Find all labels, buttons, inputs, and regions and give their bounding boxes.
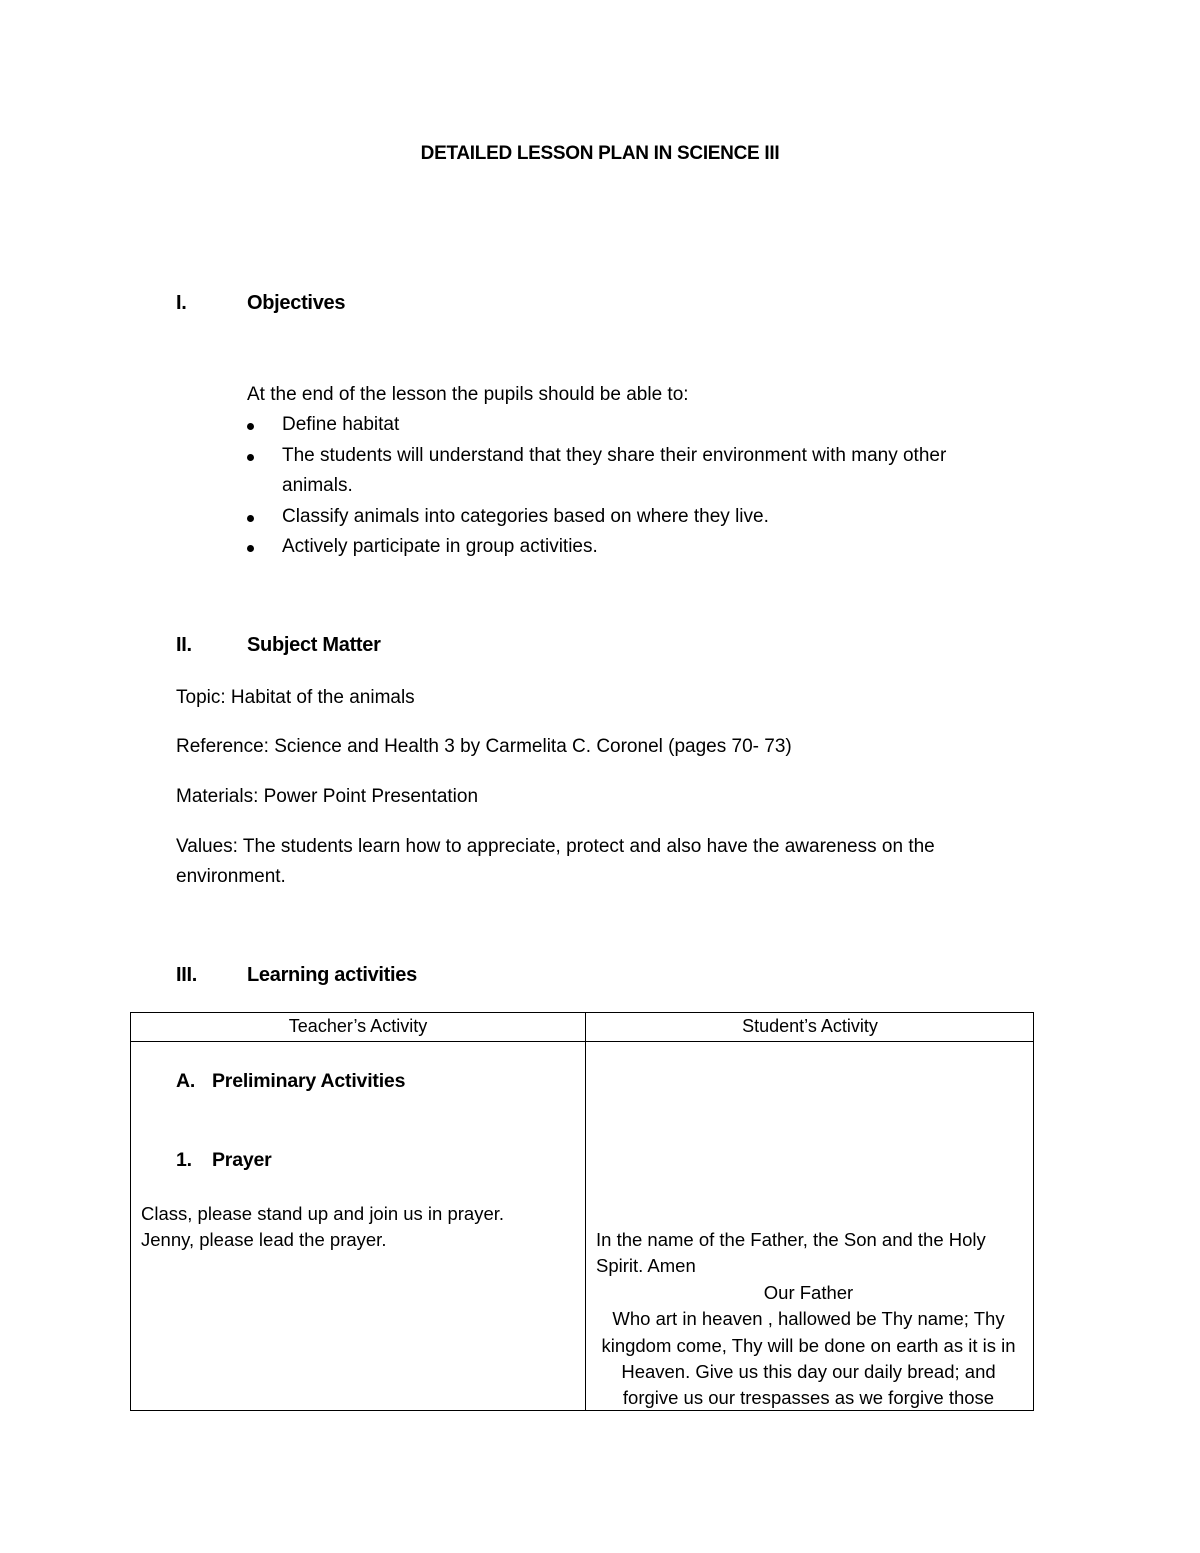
objectives-list [247, 410, 1007, 563]
student-prayer-text: Who art in heaven , hallowed be Thy name; Thy kingdom come, Thy will be done on earth as it is in Heaven. Give us this day our daily bread; and forgive us our trespasses as we forgive those [601, 1308, 1016, 1409]
list-item: Define habitat [247, 410, 1007, 441]
preliminary-activities-heading [176, 1070, 405, 1093]
list-item: Actively participate in group activities. [247, 532, 1007, 563]
section-subject-matter-heading [176, 634, 381, 657]
section-objectives-heading [176, 292, 345, 315]
prayer-heading [176, 1149, 272, 1172]
column-divider [585, 1013, 586, 1410]
sub-number: 1. [176, 1149, 192, 1171]
list-item: The students will understand that they share their environment with many other animals. [247, 441, 1007, 502]
teacher-line: Jenny, please lead the prayer. [141, 1229, 387, 1250]
objectives-intro: At the end of the lesson the pupils should be able to: [247, 384, 689, 405]
materials-line: Materials: Power Point Presentation [176, 786, 479, 807]
values-paragraph: Values: The students learn how to appreciate, protect and also have the awareness on the environment. [176, 836, 935, 887]
section-number: II. [176, 634, 192, 656]
sub-title: Prayer [212, 1149, 272, 1171]
section-title: Learning activities [247, 964, 417, 986]
section-number: I. [176, 292, 187, 314]
sub-number: A. [176, 1070, 196, 1092]
list-item: Classify animals into categories based on where they live. [247, 502, 1007, 533]
teacher-activity-header: Teacher’s Activity [288, 1016, 428, 1036]
student-prayer-title: Our Father [763, 1281, 854, 1303]
section-number: III. [176, 964, 198, 986]
student-prayer-block [596, 1227, 1021, 1412]
reference-line: Reference: Science and Health 3 by Carmelita C. Coronel (pages 70- 73) [176, 736, 792, 757]
page-title: DETAILED LESSON PLAN IN SCIENCE III [420, 143, 780, 164]
student-activity-header: Student’s Activity [742, 1016, 878, 1036]
teacher-line: Class, please stand up and join us in prayer. [141, 1203, 505, 1224]
student-opening: In the name of the Father, the Son and the Holy Spirit. Amen [596, 1229, 986, 1277]
section-title: Objectives [247, 292, 346, 314]
sub-title: Preliminary Activities [212, 1070, 406, 1092]
learning-activities-table [130, 1012, 1034, 1411]
section-title: Subject Matter [247, 634, 381, 656]
topic-line: Topic: Habitat of the animals [176, 687, 415, 708]
header-divider [131, 1041, 1033, 1042]
section-learning-activities-heading [176, 964, 417, 987]
